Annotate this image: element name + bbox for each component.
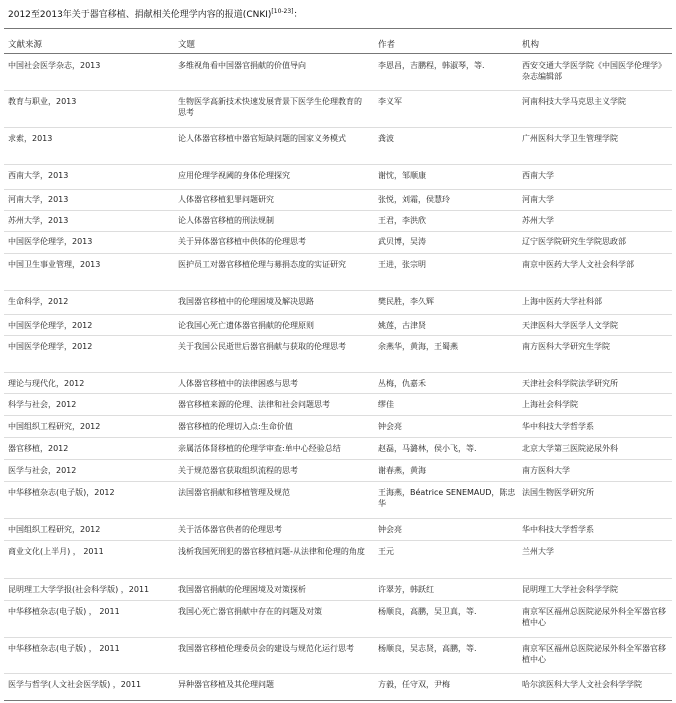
- authors-cell: 杨顺良，吴志贤，高鹏，等.: [378, 644, 477, 653]
- institution-cell: 南方医科大学研究生学院: [522, 342, 610, 351]
- authors-cell: 钟会亮: [378, 525, 402, 534]
- authors-cell: 方毅，任守双，尹梅: [378, 680, 450, 689]
- authors-cell: 李义军: [378, 97, 402, 106]
- institution-cell: 西南大学: [522, 171, 554, 180]
- title-cell: 论人体器官移植中器官短缺问题的国家义务模式: [178, 134, 346, 143]
- caption-reference: [10-23]: [271, 8, 294, 15]
- authors-cell: 姚莲，古津贤: [378, 321, 426, 330]
- institution-cell: 河南科技大学马克思主义学院: [522, 97, 626, 106]
- source-cell: 中国卫生事业管理，2013: [8, 260, 101, 269]
- row-separator: [4, 164, 672, 165]
- source-cell: 中国医学伦理学，2012: [8, 321, 93, 330]
- caption-colon: ：: [293, 10, 303, 20]
- source-cell: 医学与哲学(人文社会医学版) ，2011: [8, 680, 142, 689]
- institution-cell: 华中科技大学哲学系: [522, 422, 594, 431]
- row-separator: [4, 481, 672, 482]
- header-authors: 作者: [378, 40, 396, 50]
- source-cell: 理论与现代化，2012: [8, 379, 85, 388]
- institution-cell: 西安交通大学医学院《中国医学伦理学》杂志编辑部: [522, 61, 666, 81]
- institution-cell: 苏州大学: [522, 216, 554, 225]
- title-cell: 生物医学高新技术快速发展背景下医学生伦理教育的思考: [178, 97, 362, 117]
- title-cell: 论人体器官移植的刑法规制: [178, 216, 274, 225]
- caption-text: 2012至2013年关于器官移植、捐献相关伦理学内容的报道(CNKI): [8, 10, 272, 20]
- source-cell: 中华移植杂志(电子版) ， 2011: [8, 644, 120, 653]
- row-separator: [4, 314, 672, 315]
- source-cell: 医学与社会，2012: [8, 466, 77, 475]
- source-cell: 科学与社会，2012: [8, 400, 77, 409]
- source-cell: 中国组织工程研究，2012: [8, 525, 101, 534]
- title-cell: 人体器官移植中的法律困惑与思考: [178, 379, 298, 388]
- row-separator: [4, 189, 672, 190]
- authors-cell: 龚波: [378, 134, 394, 143]
- row-separator: [4, 231, 672, 232]
- institution-cell: 法国生物医学研究所: [522, 488, 594, 497]
- institution-cell: 华中科技大学哲学系: [522, 525, 594, 534]
- title-cell: 我国心死亡器官捐献中存在的问题及对策: [178, 607, 322, 616]
- title-cell: 关于异体器官移植中供体的伦理思考: [178, 237, 306, 246]
- row-separator: [4, 600, 672, 601]
- source-cell: 昆明理工大学学报(社会科学版) ，2011: [8, 585, 150, 594]
- authors-cell: 赵磊，马潞林，侯小飞，等.: [378, 444, 477, 453]
- title-cell: 异种器官移植及其伦理问题: [178, 680, 274, 689]
- authors-cell: 许翠芳，韩跃红: [378, 585, 434, 594]
- institution-cell: 上海社会科学院: [522, 400, 578, 409]
- authors-cell: 李恩昌，吉鹏程，韩淑琴，等.: [378, 61, 485, 70]
- institution-cell: 天津医科大学医学人文学院: [522, 321, 618, 330]
- title-cell: 我国器官移植伦理委员会的建设与规范化运行思考: [178, 644, 354, 653]
- source-cell: 器官移植，2012: [8, 444, 69, 453]
- institution-cell: 河南大学: [522, 195, 554, 204]
- title-cell: 我国器官捐献的伦理困境及对策探析: [178, 585, 306, 594]
- title-cell: 关于规范器官获取组织流程的思考: [178, 466, 298, 475]
- institution-cell: 上海中医药大学社科部: [522, 297, 602, 306]
- row-separator: [4, 540, 672, 541]
- institution-cell: 天津社会科学院法学研究所: [522, 379, 618, 388]
- source-cell: 商业文化(上半月) ， 2011: [8, 547, 104, 556]
- authors-cell: 缪佳: [378, 400, 394, 409]
- row-separator: [4, 90, 672, 91]
- authors-cell: 王君，李洪欣: [378, 216, 426, 225]
- institution-cell: 昆明理工大学社会科学学院: [522, 585, 618, 594]
- source-cell: 中华移植杂志(电子版) ， 2011: [8, 607, 120, 616]
- institution-cell: 北京大学第三医院泌尿外科: [522, 444, 618, 453]
- table-top-rule: [4, 28, 672, 29]
- source-cell: 教育与职业，2013: [8, 97, 77, 106]
- title-cell: 医护员工对器官移植伦理与募捐态度的实证研究: [178, 260, 346, 269]
- source-cell: 中国社会医学杂志，2013: [8, 61, 101, 70]
- header-institution: 机构: [522, 40, 540, 50]
- source-cell: 生命科学，2012: [8, 297, 69, 306]
- institution-cell: 南京军区福州总医院泌尿外科全军器官移植中心: [522, 607, 666, 627]
- row-separator: [4, 335, 672, 336]
- institution-cell: 南方医科大学: [522, 466, 570, 475]
- row-separator: [4, 437, 672, 438]
- authors-cell: 谢春燕，黄海: [378, 466, 426, 475]
- row-separator: [4, 415, 672, 416]
- title-cell: 应用伦理学视阈的身体伦理探究: [178, 171, 290, 180]
- row-separator: [4, 393, 672, 394]
- institution-cell: 南京中医药大学人文社会科学部: [522, 260, 634, 269]
- row-separator: [4, 372, 672, 373]
- table-caption: [8, 10, 303, 21]
- authors-cell: 樊民胜，李久辉: [378, 297, 434, 306]
- title-cell: 多维视角看中国器官捐献的价值导向: [178, 61, 306, 70]
- row-separator: [4, 518, 672, 519]
- authors-cell: 王进，张宗明: [378, 260, 426, 269]
- authors-cell: 杨顺良，高鹏，吴卫真，等.: [378, 607, 477, 616]
- title-cell: 浅析我国死刑犯的器官移植问题-从法律和伦理的角度: [178, 547, 365, 556]
- source-cell: 中国医学伦理学，2012: [8, 342, 93, 351]
- authors-cell: 谢忱，邹顺康: [378, 171, 426, 180]
- title-cell: 我国器官移植中的伦理困境及解决思路: [178, 297, 314, 306]
- institution-cell: 广州医科大学卫生管理学院: [522, 134, 618, 143]
- authors-cell: 张悦，刘霜，侯慧玲: [378, 195, 450, 204]
- authors-cell: 王元: [378, 547, 394, 556]
- authors-cell: 王海燕，Béatrice SENEMAUD，陈忠华: [378, 488, 516, 508]
- source-cell: 中国组织工程研究，2012: [8, 422, 101, 431]
- row-separator: [4, 673, 672, 674]
- source-cell: 求索，2013: [8, 134, 53, 143]
- institution-cell: 兰州大学: [522, 547, 554, 556]
- authors-cell: 丛梅，仇嘉禾: [378, 379, 426, 388]
- title-cell: 关于我国公民逝世后器官捐献与获取的伦理思考: [178, 342, 346, 351]
- table-bottom-rule: [4, 700, 672, 701]
- title-cell: 关于活体器官供者的伦理思考: [178, 525, 282, 534]
- institution-cell: 哈尔滨医科大学人文社会科学学院: [522, 680, 642, 689]
- source-cell: 苏州大学，2013: [8, 216, 69, 225]
- authors-cell: 余燕华，黄海，王蜀燕: [378, 342, 458, 351]
- source-cell: 河南大学，2013: [8, 195, 69, 204]
- source-cell: 西南大学，2013: [8, 171, 69, 180]
- row-separator: [4, 210, 672, 211]
- title-cell: 人体器官移植犯罪问题研究: [178, 195, 274, 204]
- row-separator: [4, 290, 672, 291]
- row-separator: [4, 578, 672, 579]
- source-cell: 中国医学伦理学，2013: [8, 237, 93, 246]
- title-cell: 法国器官捐献和移植管理及规范: [178, 488, 290, 497]
- table-header-rule: [4, 53, 672, 54]
- title-cell: 论我国心死亡遗体器官捐献的伦理原则: [178, 321, 314, 330]
- authors-cell: 武贝博，吴涛: [378, 237, 426, 246]
- row-separator: [4, 459, 672, 460]
- row-separator: [4, 253, 672, 254]
- row-separator: [4, 127, 672, 128]
- authors-cell: 钟会亮: [378, 422, 402, 431]
- institution-cell: 辽宁医学院研究生学院思政部: [522, 237, 626, 246]
- institution-cell: 南京军区福州总医院泌尿外科全军器官移植中心: [522, 644, 666, 664]
- row-separator: [4, 637, 672, 638]
- title-cell: 器官移植来源的伦理、法律和社会问题思考: [178, 400, 330, 409]
- header-title: 文题: [178, 40, 196, 50]
- title-cell: 亲属活体肾移植的伦理学审查:单中心经验总结: [178, 444, 341, 453]
- source-cell: 中华移植杂志(电子版)，2012: [8, 488, 115, 497]
- header-source: 文献来源: [8, 40, 43, 50]
- title-cell: 器官移植的伦理切入点:生命价值: [178, 422, 293, 431]
